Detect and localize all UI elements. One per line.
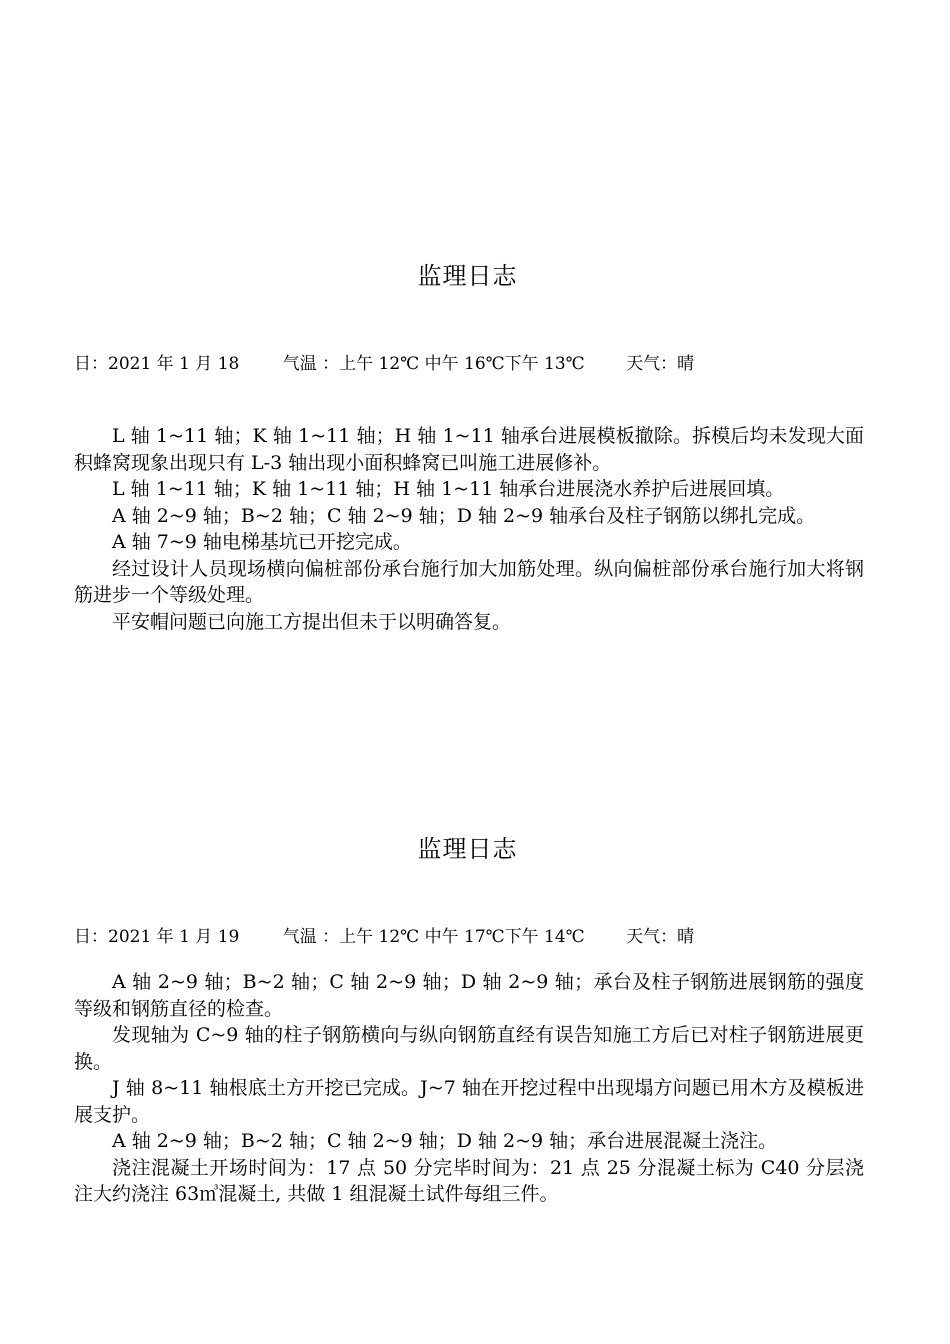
log-date: 日：2021 年 1 月 19: [74, 927, 240, 947]
log-body: [74, 969, 864, 1208]
log-meta-line: [74, 349, 694, 374]
log-paragraph: L 轴 1~11 轴；K 轴 1~11 轴；H 轴 1~11 轴承台进展浇水养护后进展回填。: [112, 478, 785, 500]
log-title: 监理日志: [417, 835, 518, 863]
log-paragraph: A 轴 7~9 轴电梯基坑已开挖完成。: [112, 531, 412, 553]
log-paragraph: A 轴 2~9 轴；B~2 轴；C 轴 2~9 轴；D 轴 2~9 轴；承台进展混凝土浇注。: [112, 1130, 778, 1152]
log-paragraph: A 轴 2~9 轴；B~2 轴；C 轴 2~9 轴；D 轴 2~9 轴；承台及柱子钢筋进展钢筋的强度等级和钢筋直径的检查。: [74, 971, 864, 1020]
log-body: [74, 423, 864, 635]
log-weather: 天气：晴: [626, 927, 695, 947]
log-paragraph: 平安帽问题已向施工方提出但未于以明确答复。: [112, 610, 512, 633]
log-title: 监理日志: [417, 262, 518, 290]
log-temperature: 气温 ：上午 12℃ 中午 16℃下午 13℃: [282, 354, 585, 374]
log-weather: 天气：晴: [626, 354, 695, 374]
log-temperature: 气温 ：上午 12℃ 中午 17℃下午 14℃: [282, 927, 585, 947]
log-date: 日：2021 年 1 月 18: [74, 354, 240, 374]
log-paragraph: 浇注混凝土开场时间为：17 点 50 分完毕时间为：21 点 25 分混凝土标为 C40 分层浇注大约浇注 63㎥混凝土, 共做 1 组混凝土试件每组三件。: [74, 1156, 864, 1205]
log-paragraph: L 轴 1~11 轴；K 轴 1~11 轴；H 轴 1~11 轴承台进展模板撤除。拆模后均未发现大面积蜂窝现象出现只有 L-3 轴出现小面积蜂窝已叫施工进展修补。: [74, 425, 864, 474]
log-paragraph: A 轴 2~9 轴；B~2 轴；C 轴 2~9 轴；D 轴 2~9 轴承台及柱子钢筋以绑扎完成。: [112, 504, 816, 527]
log-paragraph: J 轴 8~11 轴根底土方开挖已完成。J~7 轴在开挖过程中出现塌方问题已用木方及模板进展支护。: [74, 1077, 864, 1126]
log-meta-line: [74, 922, 694, 947]
log-paragraph: 发现轴为 C~9 轴的柱子钢筋横向与纵向钢筋直经有误告知施工方后已对柱子钢筋进展更换。: [74, 1024, 864, 1073]
log-paragraph: 经过设计人员现场横向偏桩部份承台施行加大加筋处理。纵向偏桩部份承台施行加大将钢筋进步一个等级处理。: [74, 557, 864, 606]
